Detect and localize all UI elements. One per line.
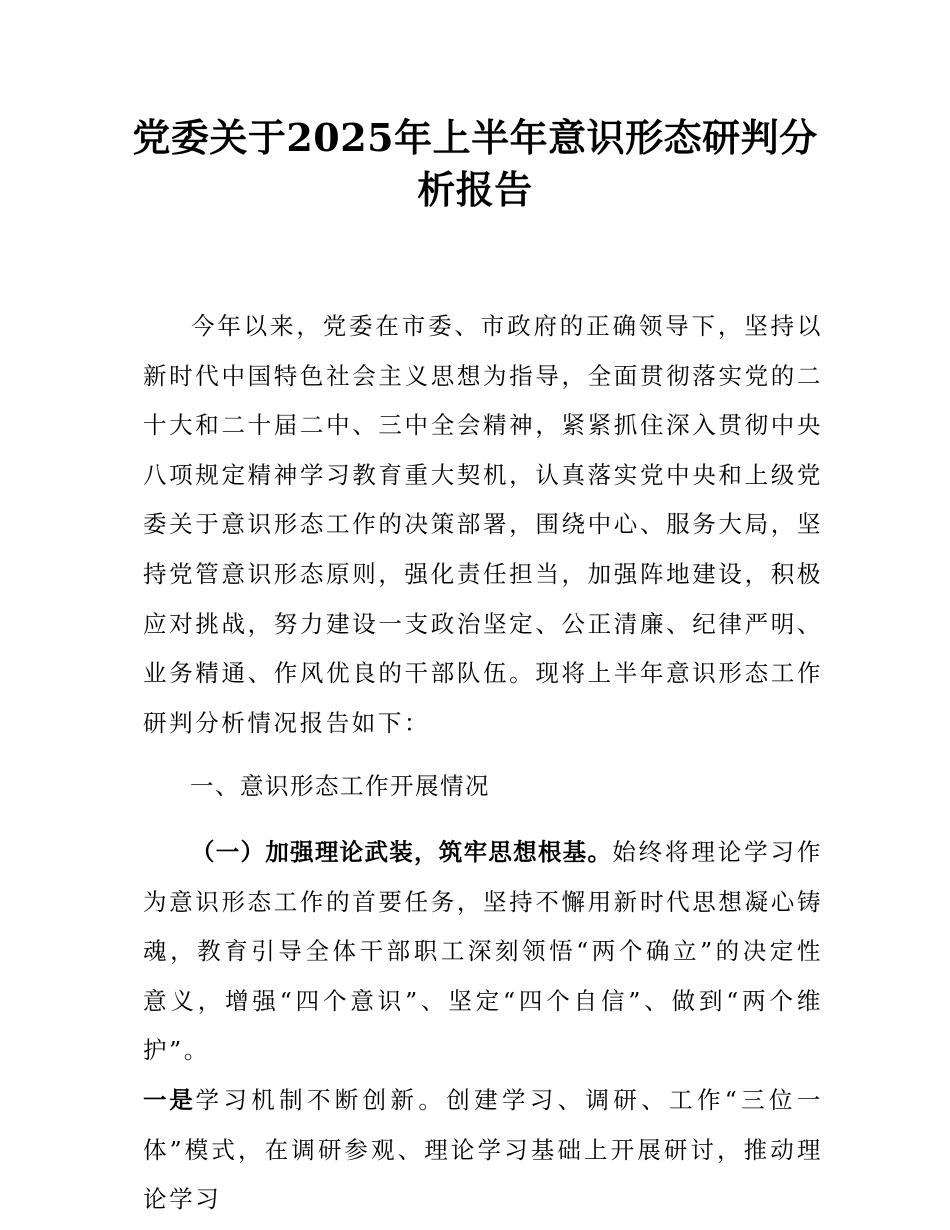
point-text: 学习机制不断创新。创建学习、调研、工作“三位一体”模式，在调研参观、理论学习基础上开展研讨，推动理论学习 — [143, 1085, 823, 1214]
document-title: 党委关于2025年上半年意识形态研判分析报告 — [132, 115, 818, 212]
subsection-paragraph — [143, 828, 823, 1225]
subsection-text: 始终将理论学习作为意识形态工作的首要任务，坚持不懈用新时代思想凝心铸魂，教育引导全体干部职工深刻领悟“两个确立”的决定性意义，增强“四个意识”、坚定“四个自信”、做到“两个维护”。 — [143, 838, 824, 1065]
point-label: 一是 — [143, 1085, 196, 1114]
section-heading: 一、意识形态工作开展情况 — [190, 772, 490, 800]
subsection-heading: （一）加强理论武装，筑牢思想根基。 — [191, 838, 613, 866]
intro-paragraph: 今年以来，党委在市委、市政府的正确领导下，坚持以新时代中国特色社会主义思想为指导，全面贯彻落实党的二十大和二十届二中、三中全会精神，紧紧抓住深入贯彻中央八项规定精神学习教育重大契机，认真落实党中央和上级党委关于意识形态工作的决策部署，围绕中心、服务大局，坚持党管意识形态原则，强化责任担当，加强阵地建设，积极应对挑战，努力建设一支政治坚定、公正清廉、纪律严明、业务精通、作风优良的干部队伍。现将上半年意识形态工作研判分析情况报告如下： — [143, 312, 823, 737]
